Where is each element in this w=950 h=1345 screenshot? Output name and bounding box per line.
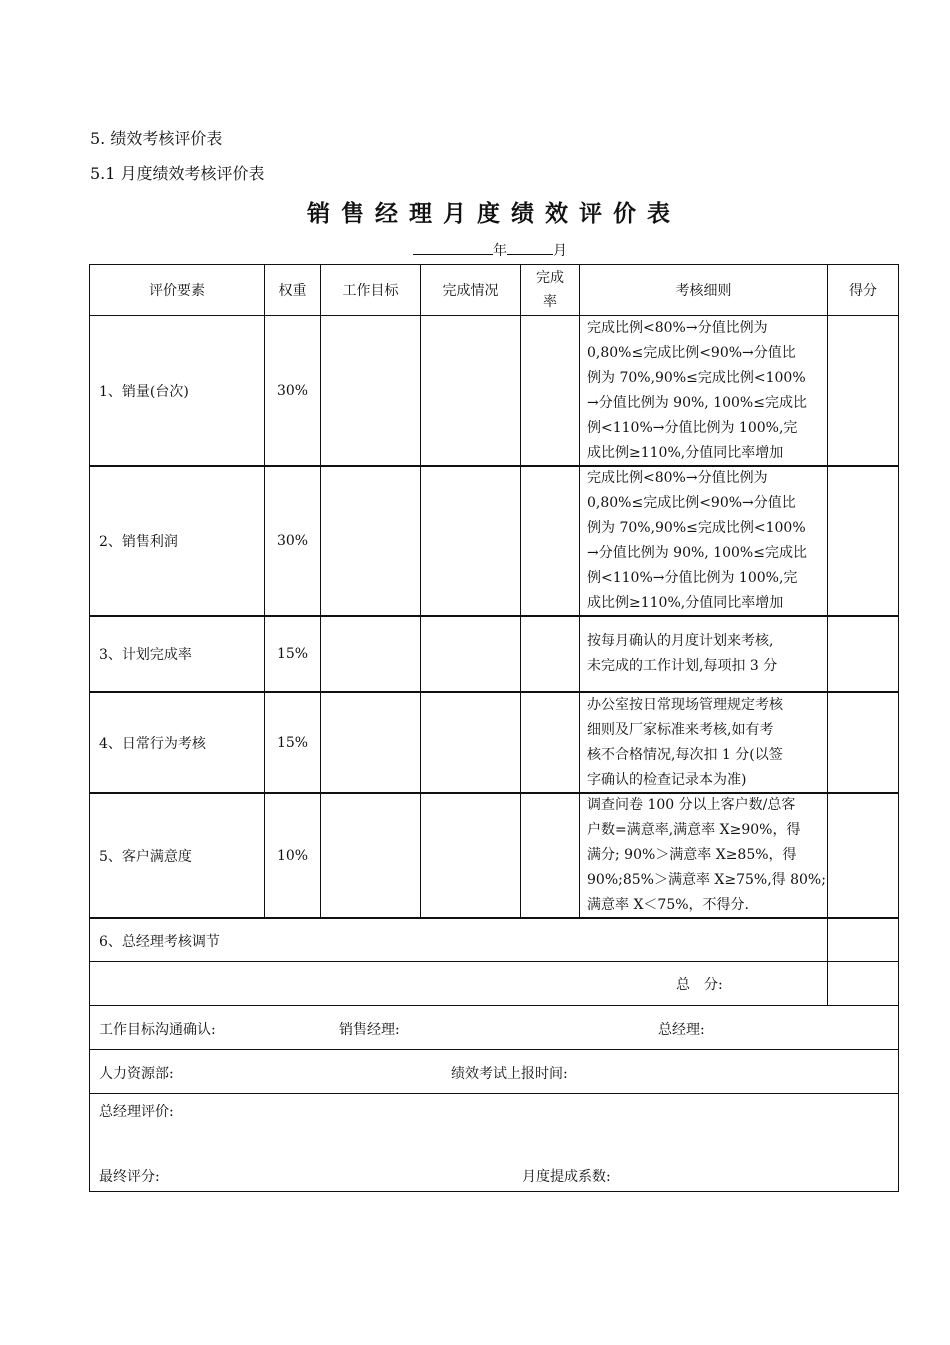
rule-line: 例<110%→分值比例为 100%,完 (587, 570, 798, 586)
rule-cell (579, 465, 828, 617)
confirm-label: 工作目标沟通确认: (99, 1022, 216, 1038)
rate-cell[interactable] (520, 315, 580, 467)
status-cell[interactable] (420, 792, 521, 919)
score-cell[interactable] (827, 691, 899, 794)
rule-line: 完成比例<80%→分值比例为 (587, 320, 768, 336)
year-blank[interactable] (413, 240, 493, 255)
goal-cell[interactable] (320, 315, 421, 467)
month-blank[interactable] (507, 240, 553, 255)
row-item: 1、销量(台次) (89, 315, 265, 467)
rule-line: 满分; 90%＞满意率 X≥85%，得 (587, 847, 797, 863)
rule-line: 调查问卷 100 分以上客户数/总客 (587, 797, 796, 813)
total-row (89, 961, 828, 1006)
rule-line: 字确认的检查记录本为准) (587, 771, 747, 788)
row-weight: 15% (264, 615, 321, 693)
gm-eval-label: 总经理评价: (99, 1104, 174, 1120)
score-cell[interactable] (827, 615, 899, 693)
rule-cell (579, 615, 828, 693)
rule-line: 例为 70%,90%≤完成比例<100% (587, 520, 806, 536)
report-time-label: 绩效考试上报时间: (451, 1066, 568, 1082)
row-item: 2、销售利润 (89, 465, 265, 617)
status-cell[interactable] (420, 315, 521, 467)
rule-line: 细则及厂家标准来考核,如有考 (587, 721, 774, 738)
rule-line: 未完成的工作计划,每项扣 3 分 (587, 658, 778, 674)
rule-cell (579, 792, 828, 919)
evaluation-table (89, 264, 899, 1192)
status-cell[interactable] (420, 465, 521, 617)
rule-line: 按每月确认的月度计划来考核, (587, 633, 774, 649)
rule-line: 0,80%≤完成比例<90%→分值比 (587, 345, 796, 361)
goal-cell[interactable] (320, 465, 421, 617)
form-title: 销售经理月度绩效评价表 (307, 200, 681, 227)
rate-cell[interactable] (520, 792, 580, 919)
rule-line: 例为 70%,90%≤完成比例<100% (587, 370, 806, 386)
row-item: 5、客户满意度 (89, 792, 265, 919)
rule-line: 办公室按日常现场管理规定考核 (587, 696, 783, 713)
row-item: 3、计划完成率 (89, 615, 265, 693)
header-goal: 工作目标 (320, 264, 421, 316)
confirm-row (89, 1005, 899, 1050)
row-weight: 30% (264, 465, 321, 617)
rule-line: 满意率 X＜75%，不得分. (587, 897, 749, 913)
rule-line: 成比例≥110%,分值同比率增加 (587, 595, 784, 611)
goal-cell[interactable] (320, 691, 421, 794)
month-label: 月 (553, 243, 567, 259)
rule-cell (579, 691, 828, 794)
header-status: 完成情况 (420, 264, 521, 316)
row-weight: 10% (264, 792, 321, 919)
rule-line: →分值比例为 90%, 100%≤完成比 (587, 395, 807, 411)
goal-cell[interactable] (320, 792, 421, 919)
gm-eval-row (89, 1093, 899, 1192)
gm-label: 总经理: (658, 1022, 705, 1038)
row-weight: 30% (264, 315, 321, 467)
rule-line: 户数=满意率,满意率 X≥90%，得 (587, 822, 801, 838)
rule-line: 0,80%≤完成比例<90%→分值比 (587, 495, 796, 511)
header-rule: 考核细则 (579, 264, 828, 316)
rule-line: 90%;85%＞满意率 X≥75%,得 80%; (587, 872, 826, 888)
status-cell[interactable] (420, 691, 521, 794)
score-cell[interactable] (827, 465, 899, 617)
final-score-label: 最终评分: (99, 1169, 160, 1185)
header-weight: 权重 (264, 264, 321, 316)
score-cell[interactable] (827, 792, 899, 919)
header-score: 得分 (827, 264, 899, 316)
header-item: 评价要素 (89, 264, 265, 316)
total-score-cell[interactable] (827, 961, 899, 1006)
sales-manager-label: 销售经理: (339, 1022, 400, 1038)
rule-line: →分值比例为 90%, 100%≤完成比 (587, 545, 807, 561)
hr-row (89, 1049, 899, 1094)
score-cell[interactable] (827, 315, 899, 467)
commission-coefficient-label: 月度提成系数: (522, 1169, 611, 1185)
rule-line: 核不合格情况,每次扣 1 分(以签 (587, 746, 783, 763)
rule-line: 完成比例<80%→分值比例为 (587, 470, 768, 486)
subsection-heading: 5.1 月度绩效考核评价表 (90, 164, 265, 183)
rate-cell[interactable] (520, 615, 580, 693)
row-weight: 15% (264, 691, 321, 794)
hr-label: 人力资源部: (99, 1066, 174, 1082)
row-item: 4、日常行为考核 (89, 691, 265, 794)
rule-line: 例<110%→分值比例为 100%,完 (587, 420, 798, 436)
date-line (413, 240, 567, 260)
rate-cell[interactable] (520, 691, 580, 794)
section-heading: 5. 绩效考核评价表 (90, 129, 223, 148)
rule-cell (579, 315, 828, 467)
rate-cell[interactable] (520, 465, 580, 617)
gm-adjust-label: 6、总经理考核调节 (89, 917, 828, 962)
header-rate: 完成率 (520, 264, 580, 316)
status-cell[interactable] (420, 615, 521, 693)
rule-line: 成比例≥110%,分值同比率增加 (587, 445, 784, 461)
adjust-score-cell[interactable] (827, 917, 899, 962)
goal-cell[interactable] (320, 615, 421, 693)
total-label: 总 分: (676, 977, 723, 993)
year-label: 年 (493, 243, 507, 259)
